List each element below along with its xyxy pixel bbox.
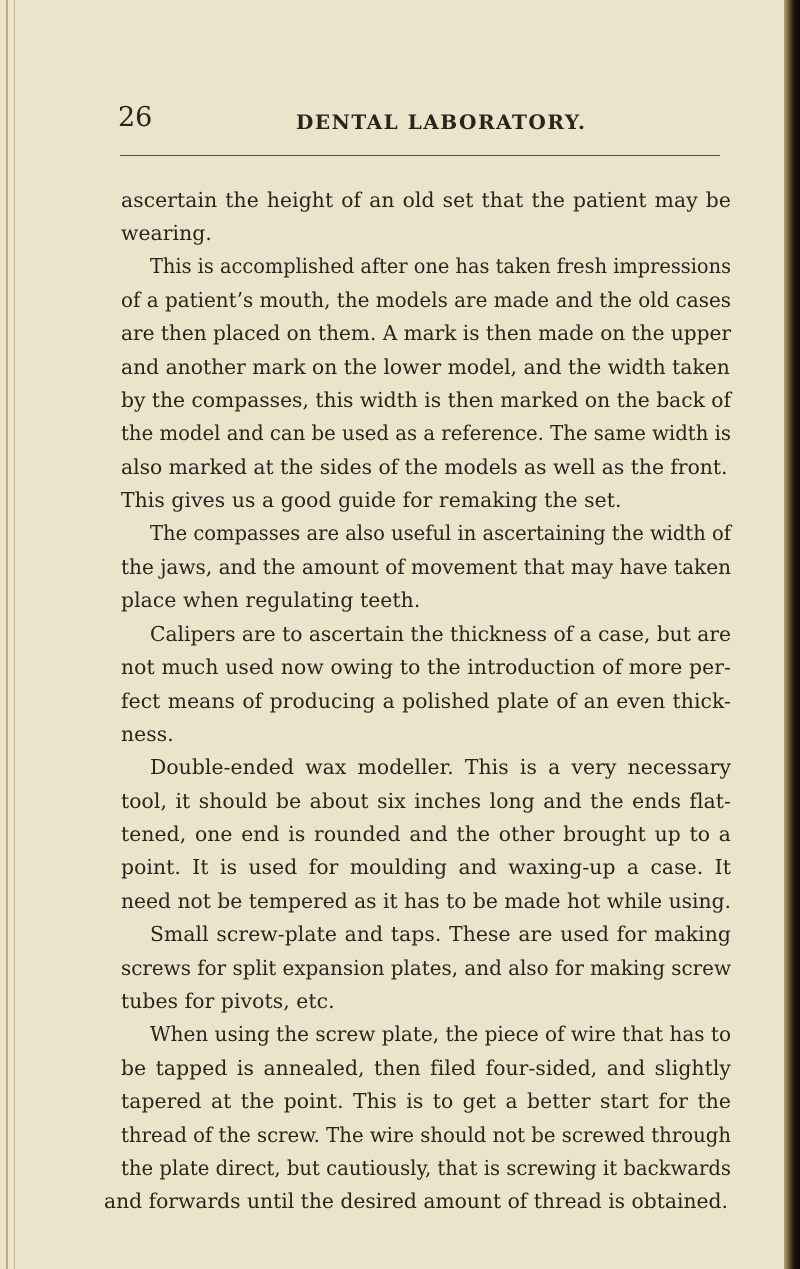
text-line: When using the screw plate, the piece of wire that has to — [150, 1022, 731, 1046]
text-line: tened, one end is rounded and the other brought up to a — [121, 822, 731, 846]
text-line: This gives us a good guide for remaking the set. — [121, 488, 622, 512]
text-line: by the compasses, this width is then marked on the back of — [121, 388, 731, 412]
text-line: point. It is used for moulding and waxing-up a case. It — [121, 855, 731, 879]
text-line: Small screw-plate and taps. These are used for making — [150, 922, 731, 946]
text-line: not much used now owing to the introduction of more per- — [121, 655, 731, 679]
text-line: thread of the screw. The wire should not be screwed through — [121, 1123, 731, 1147]
text-line: tapered at the point. This is to get a better start for the — [121, 1089, 731, 1113]
header-rule — [120, 155, 720, 156]
text-line: place when regulating teeth. — [121, 588, 421, 612]
text-line: be tapped is annealed, then filed four-sided, and slightly — [121, 1056, 731, 1080]
text-line: This is accomplished after one has taken fresh impressions — [150, 254, 731, 278]
text-line: ness. — [121, 722, 174, 746]
page-edge — [784, 0, 800, 1269]
text-line: tubes for pivots, etc. — [121, 989, 335, 1013]
text-line: and another mark on the lower model, and the width taken — [121, 355, 730, 379]
text-line: also marked at the sides of the models as well as the front. — [121, 455, 728, 479]
text-line: need not be tempered as it has to be made hot while using. — [121, 889, 731, 913]
text-line: and forwards until the desired amount of thread is obtained. — [104, 1189, 728, 1213]
running-head: DENTAL LABORATORY. — [296, 110, 587, 134]
text-line: Double-ended wax modeller. This is a very necessary — [150, 755, 731, 779]
text-line: wearing. — [121, 221, 212, 245]
text-line: the jaws, and the amount of movement that may have taken — [121, 555, 731, 579]
text-line: Calipers are to ascertain the thickness of a case, but are — [150, 622, 731, 646]
text-line: the model and can be used as a reference. The same width is — [121, 421, 731, 445]
page-number: 26 — [118, 102, 153, 133]
text-line: ascertain the height of an old set that the patient may be — [121, 188, 731, 212]
text-line: tool, it should be about six inches long and the ends flat- — [121, 789, 731, 813]
text-line: the plate direct, but cautiously, that is screwing it backwards — [121, 1156, 731, 1180]
binding-line — [14, 0, 15, 1269]
text-line: are then placed on them. A mark is then made on the upper — [121, 321, 731, 345]
text-line: of a patient’s mouth, the models are made and the old cases — [121, 288, 731, 312]
text-line: fect means of producing a polished plate of an even thick- — [121, 689, 731, 713]
binding-line — [6, 0, 8, 1269]
text-line: screws for split expansion plates, and also for making screw — [121, 956, 731, 980]
text-line: The compasses are also useful in ascertaining the width of — [150, 521, 731, 545]
